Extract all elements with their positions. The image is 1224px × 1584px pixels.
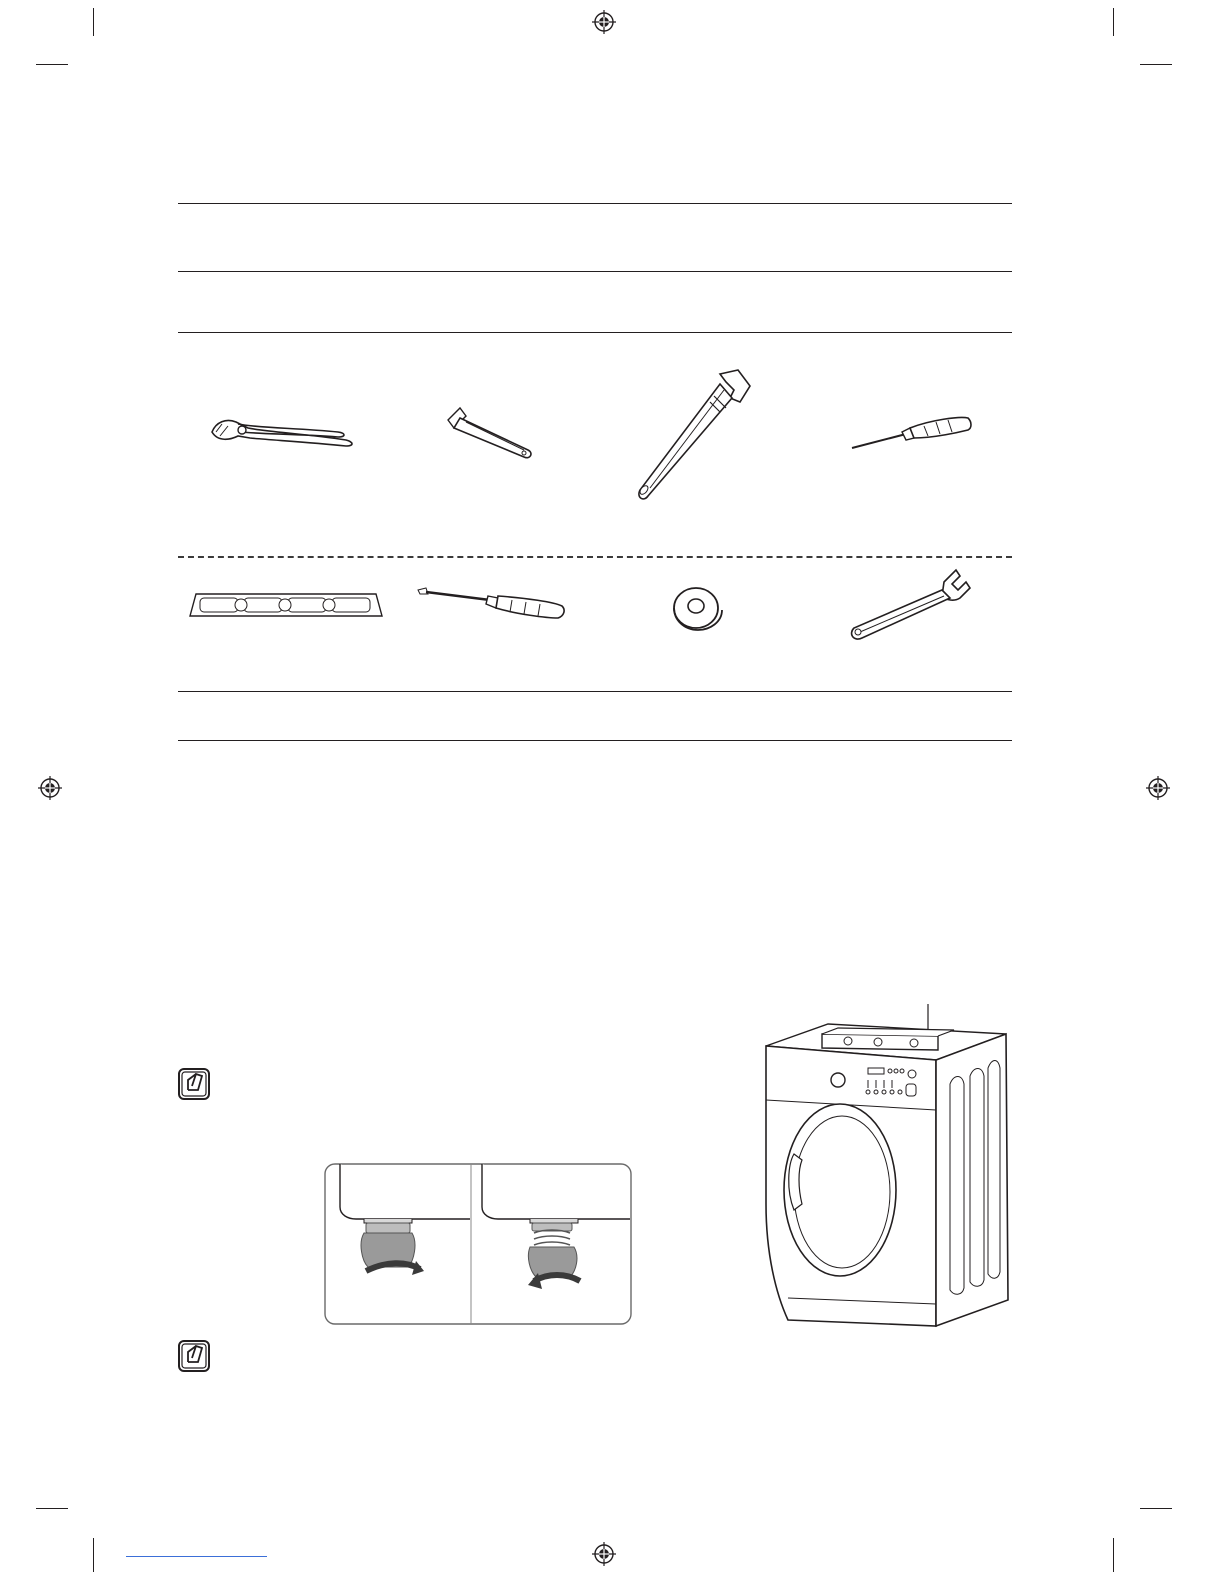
leveling-leg-figure <box>324 1163 632 1325</box>
flat-screwdriver-icon <box>416 586 566 622</box>
table-dashed-rule <box>178 556 1012 558</box>
table-rule <box>178 271 1012 272</box>
footer-link-underline <box>126 1556 267 1557</box>
crop-mark <box>1140 1508 1172 1509</box>
crop-mark <box>36 1508 68 1509</box>
note-icon <box>178 1068 210 1100</box>
crop-mark <box>1140 64 1172 65</box>
table-rule <box>178 691 1012 692</box>
crop-mark <box>93 8 94 36</box>
crop-mark <box>1113 1538 1114 1572</box>
registration-mark-icon <box>38 776 62 800</box>
crop-mark <box>1113 8 1114 36</box>
note-icon <box>178 1340 210 1372</box>
crop-mark <box>36 64 68 65</box>
crop-mark <box>93 1538 94 1572</box>
table-rule <box>178 740 1012 741</box>
table-rule <box>178 332 1012 333</box>
registration-mark-icon <box>1146 776 1170 800</box>
pipe-wrench-icon <box>634 368 758 504</box>
table-rule <box>178 203 1012 204</box>
pliers-icon <box>208 410 358 450</box>
spanner-icon <box>848 568 972 642</box>
utility-knife-icon <box>446 406 536 462</box>
washer-figure <box>758 1004 1016 1332</box>
tape-roll-icon <box>670 584 726 632</box>
spacer-strip-icon <box>188 590 384 620</box>
registration-mark-icon <box>592 1542 616 1566</box>
registration-mark-icon <box>592 10 616 34</box>
small-screwdriver-icon <box>850 414 972 454</box>
